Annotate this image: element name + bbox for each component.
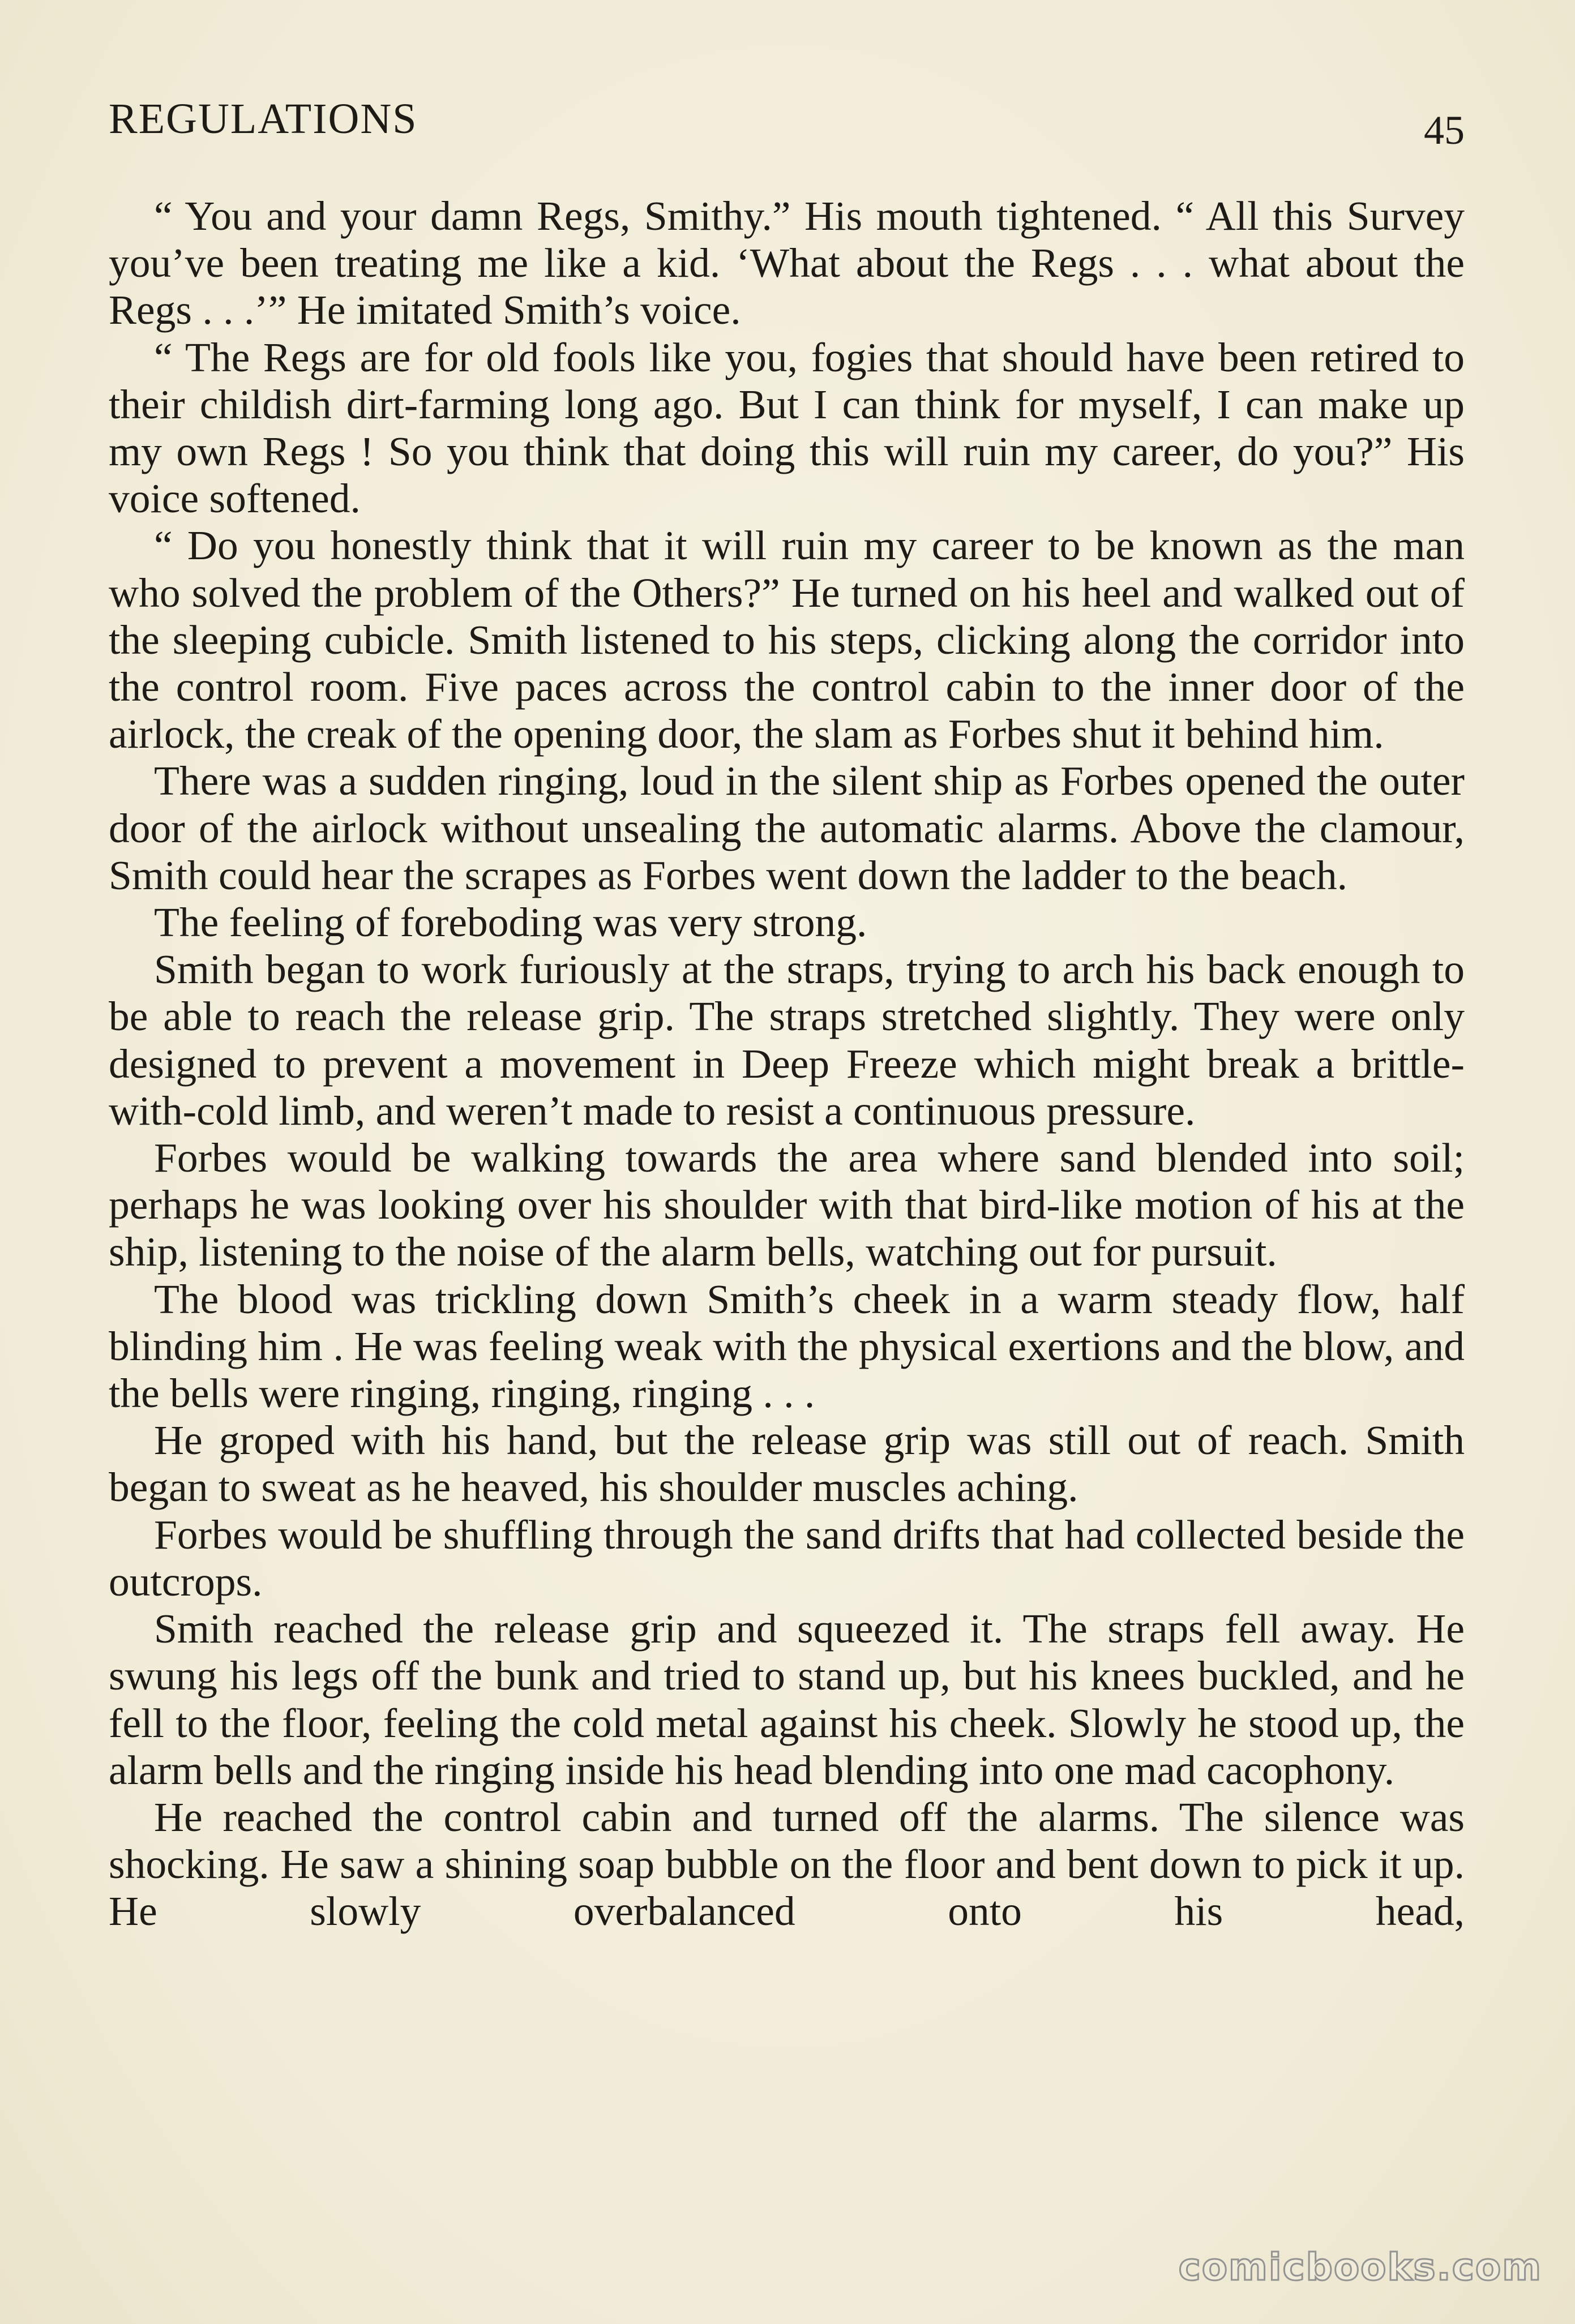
paragraph: He groped with his hand, but the release grip was still out of reach. Smith began to sweat as he heaved, his shoulder muscles aching. <box>109 1417 1465 1511</box>
paragraph: “ You and your damn Regs, Smithy.” His mouth tightened. “ All this Survey you’ve been treating me like a kid. ‘What about the Regs . . . what about the Regs . . .’” He imitated Smith’s voice. <box>109 193 1465 333</box>
page-number: 45 <box>1424 108 1465 153</box>
paragraph: The blood was trickling down Smith’s cheek in a warm steady flow, half blinding him . He was feeling weak with the physical exertions and the blow, and the bells were ringing, ringing, ringing . . . <box>109 1276 1465 1417</box>
paragraph: Smith reached the release grip and squeezed it. The straps fell away. He swung his legs off the bunk and tried to stand up, but his knees buckled, and he fell to the floor, feeling the cold metal against his cheek. Slowly he stood up, the alarm bells and the ringing inside his head blending into one mad cacophony. <box>109 1606 1465 1793</box>
paragraph: Forbes would be walking towards the area where sand blended into soil; perhaps he was looking over his shoulder with that bird-like motion of his at the ship, listening to the noise of the alarm bells, watching out for pursuit. <box>109 1135 1465 1275</box>
paragraph: The feeling of foreboding was very strong. <box>154 899 867 946</box>
body-text <box>109 192 1465 1935</box>
watermark-text: comicbooks.com <box>1178 2245 1542 2289</box>
paragraph: Forbes would be shuffling through the sand drifts that had collected beside the outcrops. <box>109 1511 1465 1605</box>
paragraph: He reached the control cabin and turned off the alarms. The silence was shocking. He saw a shining soap bubble on the floor and bent down to pick it up. He slowly overbalanced onto his head, <box>109 1794 1465 1935</box>
page-header <box>109 97 1465 154</box>
paragraph: “ Do you honestly think that it will ruin my career to be known as the man who solved the problem of the Others?” He turned on his heel and walked out of the sleeping cubicle. Smith listened to his steps, clicking along the corridor into the control room. Five paces across the control cabin to the inner door of the airlock, the creak of the opening door, the slam as Forbes shut it behind him. <box>109 522 1465 757</box>
paragraph: There was a sudden ringing, loud in the silent ship as Forbes opened the outer door of the airlock without unsealing the automatic alarms. Above the clamour, Smith could hear the scrapes as Forbes went down the ladder to the beach. <box>109 758 1465 898</box>
paragraph: Smith began to work furiously at the straps, trying to arch his back enough to be able to reach the release grip. The straps stretched slightly. They were only designed to prevent a movement in Deep Freeze which might break a brittle-with-cold limb, and weren’t made to resist a continuous pressure. <box>109 946 1465 1134</box>
running-head: REGULATIONS <box>109 95 418 143</box>
paragraph: “ The Regs are for old fools like you, fogies that should have been retired to their childish dirt-farming long ago. But I can think for myself, I can make up my own Regs ! So you think that doing this will ruin my career, do you?” His voice softened. <box>109 334 1465 522</box>
